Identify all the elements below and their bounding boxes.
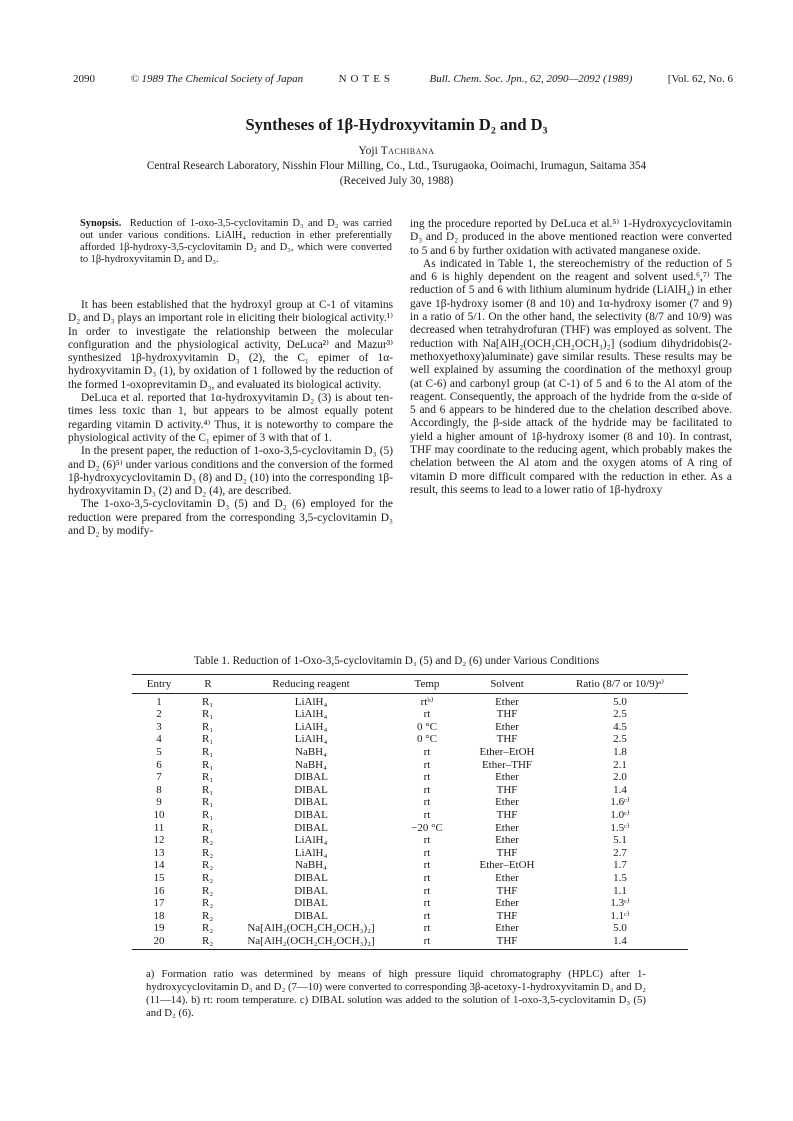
cell-temp: rt xyxy=(423,834,431,847)
cell-reagent: LiAlH₄ xyxy=(294,733,328,746)
author-last-name: Tachibana xyxy=(380,145,435,157)
author xyxy=(0,145,793,157)
cell-r: R₂ xyxy=(202,871,214,884)
cell-temp: rt xyxy=(423,871,431,884)
cell-solvent: Ether xyxy=(495,821,519,834)
cell-temp: rt xyxy=(423,808,431,821)
table-row xyxy=(132,771,688,784)
cell-solvent: Ether xyxy=(495,796,519,809)
column-header-r: R xyxy=(186,675,230,694)
cell-solvent: Ether xyxy=(495,871,519,884)
cell-ratio: 2.0 xyxy=(613,771,627,784)
cell-reagent: DIBAL xyxy=(294,808,328,821)
cell-reagent: DIBAL xyxy=(294,783,328,796)
cell-entry: 7 xyxy=(156,771,162,784)
cell-solvent: Ether xyxy=(495,897,519,910)
table-row xyxy=(132,708,688,721)
cell-r: R₂ xyxy=(202,922,214,935)
cell-entry: 9 xyxy=(156,796,162,809)
paragraph: In the present paper, the reduction of 1-oxo-3,5-cyclovitamin D₃ (5) and D₂ (6)⁵⁾ under various conditions and the conversion of the formed 1β-hydroxycyclovitamin D₃ (8) and D₂ (10) into the corresponding 1β-hydroxyvitamin D₃ (2) and D₂ (4), are described. xyxy=(68,445,393,498)
cell-solvent: Ether–EtOH xyxy=(479,745,535,758)
cell-reagent: DIBAL xyxy=(294,871,328,884)
cell-r: R₂ xyxy=(202,897,214,910)
cell-entry: 1 xyxy=(156,695,162,708)
cell-solvent: THF xyxy=(496,808,518,821)
table-row xyxy=(132,935,688,950)
cell-solvent: Ether xyxy=(495,720,519,733)
cell-entry: 5 xyxy=(156,745,162,758)
cell-ratio: 1.1 xyxy=(613,884,627,897)
table-row xyxy=(132,922,688,935)
cell-r: R₂ xyxy=(202,884,214,897)
cell-solvent: THF xyxy=(496,708,518,721)
table-row xyxy=(132,897,688,910)
column-header-ratio: Ratio (8/7 or 10/9)ᵃ⁾ xyxy=(552,675,688,694)
cell-ratio: 1.5ᶜ⁾ xyxy=(610,821,630,834)
table-row xyxy=(132,872,688,885)
volume-info: [Vol. 62, No. 6 xyxy=(667,73,733,85)
received-date: (Received July 30, 1988) xyxy=(339,175,454,187)
cell-reagent: DIBAL xyxy=(294,897,328,910)
cell-reagent: DIBAL xyxy=(294,771,328,784)
cell-entry: 11 xyxy=(153,821,165,834)
cell-temp: rt xyxy=(423,796,431,809)
cell-reagent: DIBAL xyxy=(294,909,328,922)
cell-entry: 20 xyxy=(132,935,186,950)
cell-solvent: Ether xyxy=(495,922,519,935)
section-label: NOTES xyxy=(338,73,395,85)
cell-ratio: 2.5 xyxy=(613,708,627,721)
synopsis-text: Reduction of 1-oxo-3,5-cyclovitamin D₃ and D₂ was carried out under various conditions. LiAlH₄ reduction in ether preferentially afforded 1β-hydroxy-3,5-cyclovitamin D₂ and D₃, which were converted to 1β-hydroxyvitamin D₂ and D₃. xyxy=(80,218,392,265)
cell-r: R₁ xyxy=(202,771,214,784)
cell-r: R₂ xyxy=(202,859,214,872)
cell-solvent: THF xyxy=(496,733,518,746)
cell-temp: 0 °C xyxy=(417,720,437,733)
cell-temp: rt xyxy=(423,771,431,784)
cell-temp: rt xyxy=(423,708,431,721)
cell-r: R₁ xyxy=(202,733,214,746)
running-header xyxy=(73,73,733,85)
cell-r: R₂ xyxy=(202,834,214,847)
cell-temp: rt xyxy=(423,922,431,935)
cell-entry: 17 xyxy=(153,897,165,910)
cell-entry: 4 xyxy=(156,733,162,746)
table-row xyxy=(132,784,688,797)
cell-solvent: THF xyxy=(496,909,518,922)
cell-r: R₂ xyxy=(186,935,230,950)
cell-entry: 10 xyxy=(153,808,165,821)
table-row xyxy=(132,822,688,835)
paragraph: ing the procedure reported by DeLuca et al.⁵⁾ 1-Hydroxycyclovitamin D₃ and D₂ produced in the above mentioned reaction were converted to 5 and 6 by further oxidation with activated manganese oxide. xyxy=(410,218,732,257)
column-header-entry: Entry xyxy=(132,675,186,694)
cell-temp: rt xyxy=(423,758,431,771)
cell-r: R₂ xyxy=(202,846,214,859)
cell-ratio: 1.6ᶜ⁾ xyxy=(610,796,630,809)
cell-r: R₁ xyxy=(202,821,214,834)
cell-ratio: 5.0 xyxy=(613,922,627,935)
cell-solvent: THF xyxy=(496,884,518,897)
cell-ratio: 5.0 xyxy=(613,695,627,708)
cell-temp: rt xyxy=(392,935,462,950)
table-body xyxy=(132,693,688,950)
cell-ratio: 1.4 xyxy=(552,935,688,950)
paragraph: It has been established that the hydroxyl group at C-1 of vitamins D₂ and D₃ plays an important role in eliciting their biological activity.¹⁾ In order to investigate the relationship between the molecular configuration and the physiological activity, DeLuca²⁾ and Mazur³⁾ synthesized 1β-hydroxyvitamin D₃ (2), the C₁ epimer of 1α-hydroxyvitamin D₃ (1), by oxidation of 1 followed by the reduction of the formed 1-oxoprevitamin D₃, and evaluated its biological activity. xyxy=(68,299,393,391)
journal-citation: Bull. Chem. Soc. Jpn., 62, 2090—2092 (1989) xyxy=(429,73,633,85)
cell-entry: 16 xyxy=(153,884,165,897)
cell-solvent: Ether–THF xyxy=(481,758,533,771)
cell-ratio: 2.5 xyxy=(613,733,627,746)
cell-entry: 3 xyxy=(156,720,162,733)
cell-r: R₁ xyxy=(202,796,214,809)
cell-ratio: 5.1 xyxy=(613,834,627,847)
affiliation: Central Research Laboratory, Nisshin Flour Milling, Co., Ltd., Tsurugaoka, Ooimachi, Irumagun, Saitama 354 xyxy=(146,160,647,172)
table-row xyxy=(132,859,688,872)
cell-temp: −20 °C xyxy=(411,821,443,834)
cell-entry: 12 xyxy=(153,834,165,847)
cell-ratio: 1.4 xyxy=(613,783,627,796)
cell-reagent: NaBH₄ xyxy=(295,859,327,872)
table-row xyxy=(132,746,688,759)
cell-r: R₂ xyxy=(202,909,214,922)
cell-temp: rt xyxy=(423,897,431,910)
cell-reagent: NaBH₄ xyxy=(295,745,327,758)
table-row xyxy=(132,809,688,822)
table-header-row xyxy=(132,675,688,694)
cell-entry: 13 xyxy=(153,846,165,859)
cell-reagent: LiAlH₄ xyxy=(294,720,328,733)
cell-r: R₁ xyxy=(202,720,214,733)
paragraph: DeLuca et al. reported that 1α-hydroxyvitamin D₂ (3) is about ten-times less toxic than 1, but appears to be almost equally potent regarding vitamin D activity.⁴⁾ Thus, it is noteworthy to compare the physiological activity of the C₁ epimer of 3 with that of 1. xyxy=(68,392,393,444)
cell-entry: 8 xyxy=(156,783,162,796)
table-footnotes: a) Formation ratio was determined by means of high pressure liquid chromatography (HPLC) after 1-hydroxycyclovitamin D₃ and D₂ (7—10) were converted to corresponding 3β-acetoxy-1-hydroxyvitamin D₃ and D₂ (11—14). b) rt: room temperature. c) DIBAL solution was added to the solution of 1-oxo-3,5-cyclovitamin D₃ (5) and D₂ (6). xyxy=(146,968,646,1019)
cell-ratio: 1.5 xyxy=(613,871,627,884)
cell-solvent: Ether xyxy=(495,695,519,708)
table-row xyxy=(132,910,688,923)
table-row xyxy=(132,759,688,772)
cell-r: R₁ xyxy=(202,745,214,758)
copyright-line: © 1989 The Chemical Society of Japan xyxy=(130,73,304,85)
cell-r: R₁ xyxy=(202,708,214,721)
table-row xyxy=(132,721,688,734)
table-row xyxy=(132,733,688,746)
cell-temp: rt xyxy=(423,884,431,897)
cell-solvent: Ether xyxy=(495,834,519,847)
cell-reagent: LiAlH₄ xyxy=(294,846,328,859)
paragraph: As indicated in Table 1, the stereochemistry of the reduction of 5 and 6 is highly dependent on the reagent and solvent used.⁶,⁷⁾ The reduction of 5 and 6 with lithium aluminum hydride (LiAlH₄) in ether gave 1β-hydroxy isomer (8 and 10) and 1α-hydroxy isomer (7 and 9) in a ratio of 5/1. On the other hand, the selectivity (8/7 and 10/9) was decreased when tetrahydrofuran (THF) was employed as solvent. The reduction with Na[AlH₂(OCH₂CH₂OCH₃)₂] (sodium dihydridobis(2-methoxyethoxy)aluminate) gave similar results. These results may be well explained by assuming the coordination of the methoxyl group (at C-6) and carbonyl group (at C-1) of 5 and 6 to the Al atom of the reagent. Consequently, the approach of the hydride from the α-side of 5 and 6 appears to be hindered due to the chelation described above. Accordingly, the β-side attack of the hydride may be facilitated to yield a higher amount of 1β-hydroxy isomer (8 and 10). In contrast, THF may coordinate to the reducing agent, which probably makes the chelation between the Al atom and the oxygen atoms of A ring of vitamin D more difficult compared with the reduction in ether. As a result, this seems to lead to a lower ratio of 1β-hydroxy xyxy=(410,257,732,496)
cell-reagent: Na[AlH₂(OCH₂CH₂OCH₃)₂] xyxy=(230,935,392,950)
table-row xyxy=(132,796,688,809)
cell-r: R₁ xyxy=(202,758,214,771)
synopsis xyxy=(68,218,393,266)
table-row xyxy=(132,693,688,708)
table-caption: Table 1. Reduction of 1-Oxo-3,5-cyclovitamin D₃ (5) and D₂ (6) under Various Conditions xyxy=(193,655,600,667)
cell-entry: 14 xyxy=(153,859,165,872)
cell-ratio: 4.5 xyxy=(613,720,627,733)
cell-ratio: 2.1 xyxy=(613,758,627,771)
right-column xyxy=(410,218,732,497)
cell-reagent: DIBAL xyxy=(294,821,328,834)
cell-solvent: Ether–EtOH xyxy=(479,859,535,872)
results-table xyxy=(132,674,688,950)
cell-reagent: DIBAL xyxy=(294,884,328,897)
cell-ratio: 1.8 xyxy=(613,745,627,758)
cell-temp: 0 °C xyxy=(417,733,437,746)
article-title: Syntheses of 1β-Hydroxyvitamin D₂ and D₃ xyxy=(245,115,548,134)
page-number: 2090 xyxy=(73,73,95,85)
cell-r: R₁ xyxy=(202,808,214,821)
cell-temp: rt xyxy=(423,783,431,796)
cell-temp: rt xyxy=(423,909,431,922)
cell-temp: rt xyxy=(423,859,431,872)
cell-temp: rtᵇ⁾ xyxy=(420,695,434,708)
cell-reagent: LiAlH₄ xyxy=(294,695,328,708)
table-row xyxy=(132,834,688,847)
column-header-temp: Temp xyxy=(392,675,462,694)
cell-entry: 2 xyxy=(156,708,162,721)
cell-ratio: 1.1ᶜ⁾ xyxy=(610,909,630,922)
table-row xyxy=(132,847,688,860)
cell-ratio: 1.0ᶜ⁾ xyxy=(610,808,630,821)
cell-entry: 6 xyxy=(156,758,162,771)
cell-temp: rt xyxy=(423,846,431,859)
cell-reagent: NaBH₄ xyxy=(295,758,327,771)
cell-r: R₁ xyxy=(202,783,214,796)
table-row xyxy=(132,885,688,898)
column-header-reagent: Reducing reagent xyxy=(230,675,392,694)
cell-reagent: Na[AlH₂(OCH₂CH₂OCH₃)₂] xyxy=(247,922,375,935)
column-header-solvent: Solvent xyxy=(462,675,552,694)
paragraph: The 1-oxo-3,5-cyclovitamin D₃ (5) and D₂ (6) employed for the reduction were prepared from the corresponding 3,5-cyclovitamin D₃ and D₂ by modify- xyxy=(68,498,393,538)
cell-entry: 19 xyxy=(153,922,165,935)
cell-solvent: THF xyxy=(462,935,552,950)
cell-ratio: 1.7 xyxy=(613,859,627,872)
cell-solvent: THF xyxy=(496,783,518,796)
cell-solvent: THF xyxy=(496,846,518,859)
author-first-name: Yoji xyxy=(358,145,378,157)
cell-r: R₁ xyxy=(202,695,214,708)
cell-ratio: 2.7 xyxy=(613,846,627,859)
cell-entry: 18 xyxy=(153,909,165,922)
cell-reagent: LiAlH₄ xyxy=(294,834,328,847)
cell-reagent: LiAlH₄ xyxy=(294,708,328,721)
cell-ratio: 1.3ᶜ⁾ xyxy=(610,897,630,910)
cell-temp: rt xyxy=(423,745,431,758)
cell-solvent: Ether xyxy=(495,771,519,784)
left-column xyxy=(68,218,393,538)
cell-entry: 15 xyxy=(153,871,165,884)
synopsis-label: Synopsis. xyxy=(80,218,122,229)
cell-reagent: DIBAL xyxy=(294,796,328,809)
